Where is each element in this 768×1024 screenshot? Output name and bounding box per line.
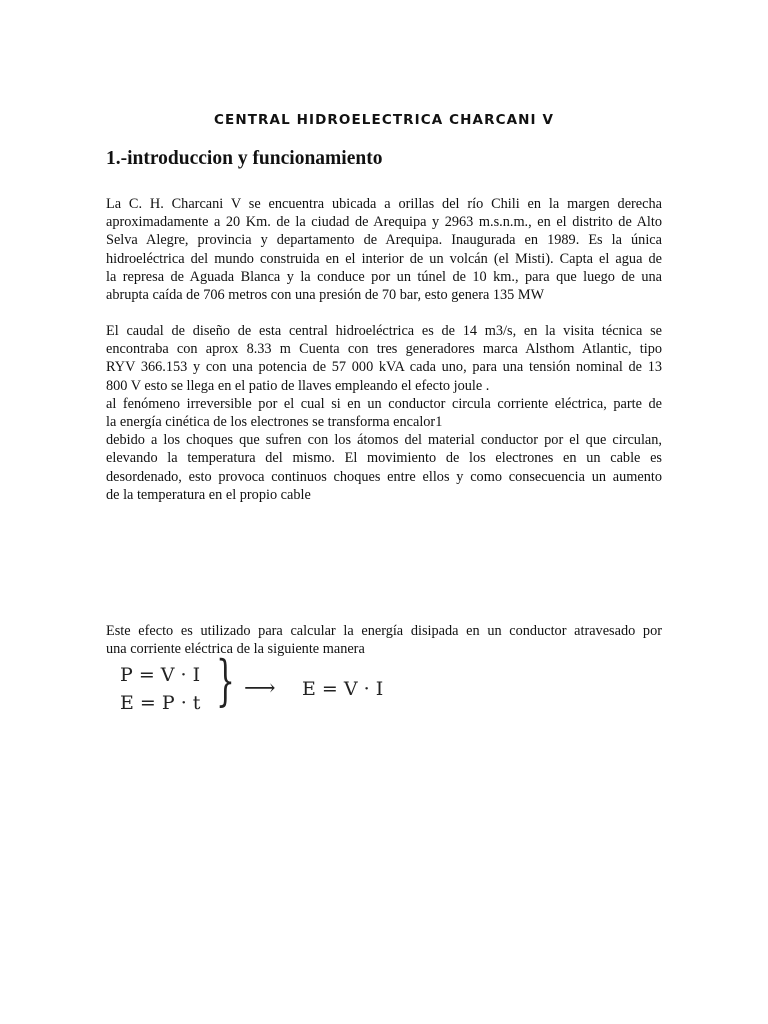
paragraph-line: elevando la temperatura del mismo. El movimiento de los electrones en un cable es — [106, 450, 662, 467]
paragraph-location — [106, 195, 662, 304]
paragraph-line: Selva Alegre, provincia y departamento de Arequipa. Inaugurada en 1989. Es la única — [106, 232, 662, 249]
right-brace-icon: } — [216, 649, 235, 712]
formula-energy: E = P · t — [120, 692, 201, 714]
paragraph-line: abrupta caída de 706 metros con una presión de 70 bar, esto genera 135 MW — [106, 287, 545, 304]
paragraph-line: de la temperatura en el propio cable — [106, 486, 311, 503]
paragraph-line: Este efecto es utilizado para calcular la energía disipada en un conductor atravesado por — [106, 623, 662, 639]
paragraph-line: al fenómeno irreversible por el cual si en un conductor circula corriente eléctrica, parte de — [106, 395, 662, 412]
paragraph-line: la energía cinética de los electrones se transforma encalor1 — [106, 414, 443, 431]
paragraph-technical-details — [106, 322, 662, 504]
paragraph-line: la represa de Aguada Blanca y la conduce por un túnel de 10 km., para que luego de una — [106, 268, 662, 285]
paragraph-line: 800 V esto se llega en el patio de llaves empleando el efecto joule . — [106, 377, 490, 394]
paragraph-formula-intro — [106, 622, 662, 658]
paragraph-line: RYV 366.153 y con una potencia de 57 000 kVA cada uno, para una tensión nominal de 13 — [106, 359, 662, 376]
paragraph-line: desordenado, esto provoca continuos choques entre ellos y como consecuencia un aumento — [106, 468, 662, 485]
formula-power: P = V · I — [120, 664, 201, 686]
paragraph-line: encontraba con aprox 8.33 m Cuenta con tres generadores marca Alsthom Atlantic, tipo — [106, 341, 662, 358]
paragraph-line: hidroeléctrica del mundo construida en el interior de un volcán (el Misti). Capta el agua de — [106, 250, 662, 267]
section-heading: 1.-introduccion y funcionamiento — [106, 148, 383, 169]
paragraph-line: una corriente eléctrica de la siguiente manera — [106, 641, 365, 658]
long-right-arrow-icon: ⟶ — [244, 676, 276, 701]
paragraph-line: El caudal de diseño de esta central hidroeléctrica es de 14 m3/s, en la visita técnica se — [106, 323, 662, 339]
document-title: CENTRAL HIDROELECTRICA CHARCANI V — [214, 112, 554, 128]
paragraph-line: aproximadamente a 20 Km. de la ciudad de Arequipa y 2963 m.s.n.m., en el distrito de Alto — [106, 214, 662, 231]
paragraph-line: La C. H. Charcani V se encuentra ubicada a orillas del río Chili en la margen derecha — [106, 196, 662, 212]
paragraph-line: debido a los choques que sufren con los átomos del material conductor por el que circulan, — [106, 432, 662, 449]
formula-result: E = V · I — [302, 678, 384, 700]
